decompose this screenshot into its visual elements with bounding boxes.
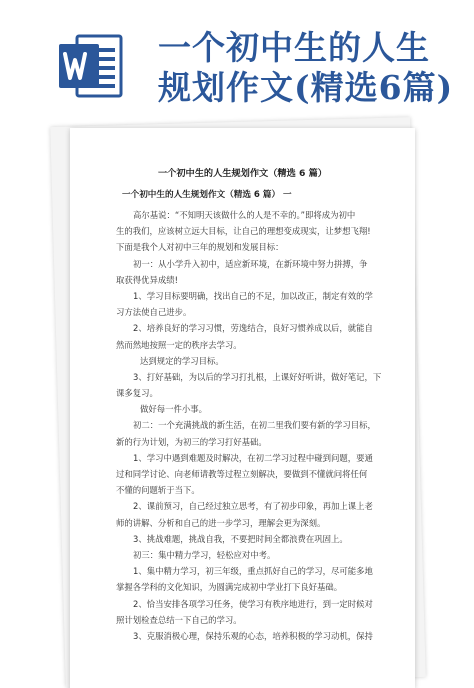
body-line: 2、课前预习，自己经过独立思考，有了初步印象，再加上课上老 [133,501,373,512]
body-line: 课多复习。 [116,388,158,399]
body-line: 高尔基说：“不知明天该做什么的人是不幸的。”即将成为初中 [133,210,356,220]
body-line: 师的讲解、分析和自己的进一步学习，理解会更为深刻。 [116,517,326,528]
body-line: 新的行为计划，为初三的学习打好基础。 [116,436,267,447]
body-line: 过和同学讨论、向老师请教等过程立刻解决，要做到不懂就问将任何 [116,469,368,479]
banner [0,0,474,112]
body-line: 初三：集中精力学习，轻松应对中考。 [133,549,276,560]
body-line: 1、学习中遇到难题及时解决，在初二学习过程中碰到问题，要通 [133,452,373,463]
body-line: 下面是我个人对初中三年的规划和发展目标： [116,242,284,253]
document-title: 一个初中生的人生规划作文（精选 6 篇） [158,168,327,179]
body-line: 2、恰当安排各项学习任务，使学习有秩序地进行，到一定时候对 [133,598,373,609]
body-line: 3、克服消极心理，保持乐观的心态，培养积极的学习动机，保持 [133,630,373,641]
document-subtitle: 一个初中生的人生规划作文（精选 6 篇） 一 [122,190,292,200]
body-line: 取获得优异成绩! [116,274,178,285]
body-line: 照计划检查总结一下自己的学习。 [116,614,242,625]
body-line: 初二：一个充满挑战的新生活，在初二里我们要有新的学习目标， [133,420,376,431]
body-line: 1、学习目标要明确，找出自己的不足，加以改正，制定有效的学 [133,290,373,301]
word-document-icon [55,30,127,102]
body-line: 3、打好基础，为以后的学习打扎根，上课好好听讲，做好笔记，下 [133,371,382,382]
headline-line-1: 一个初中生的人生 [158,28,430,67]
body-line: 1、集中精力学习，初三年级，重点抓好自己的学习，尽可能多地 [133,566,373,577]
document-page [70,128,415,688]
body-line: 然而然地按照一定的秩序去学习。 [116,339,242,350]
body-line: 2、培养良好的学习习惯，劳逸结合，良好习惯养成以后，就能自 [133,323,373,334]
body-line: 做好每一件小事。 [140,404,207,415]
body-line: 达到规定的学习目标。 [140,355,224,366]
body-line: 掌握各学科的文化知识，为圆满完成初中学业打下良好基础。 [116,582,343,593]
body-line: 3、挑战难题，挑战自我，不要把时间全都浪费在巩固上。 [133,533,348,544]
headline-line-2: 规划作文(精选6篇) [158,68,454,107]
body-line: 生的我们，应该树立远大目标，让自己的理想变成现实，让梦想飞翔! [116,226,371,237]
body-line: 不懂的问题斩于当下。 [116,485,200,496]
body-line: 习方法使自己进步。 [116,307,192,318]
headline [158,28,468,108]
document-body [116,207,406,644]
body-line: 初一：从小学升入初中，适应新环境，在新环境中努力拼搏，争 [133,258,368,269]
